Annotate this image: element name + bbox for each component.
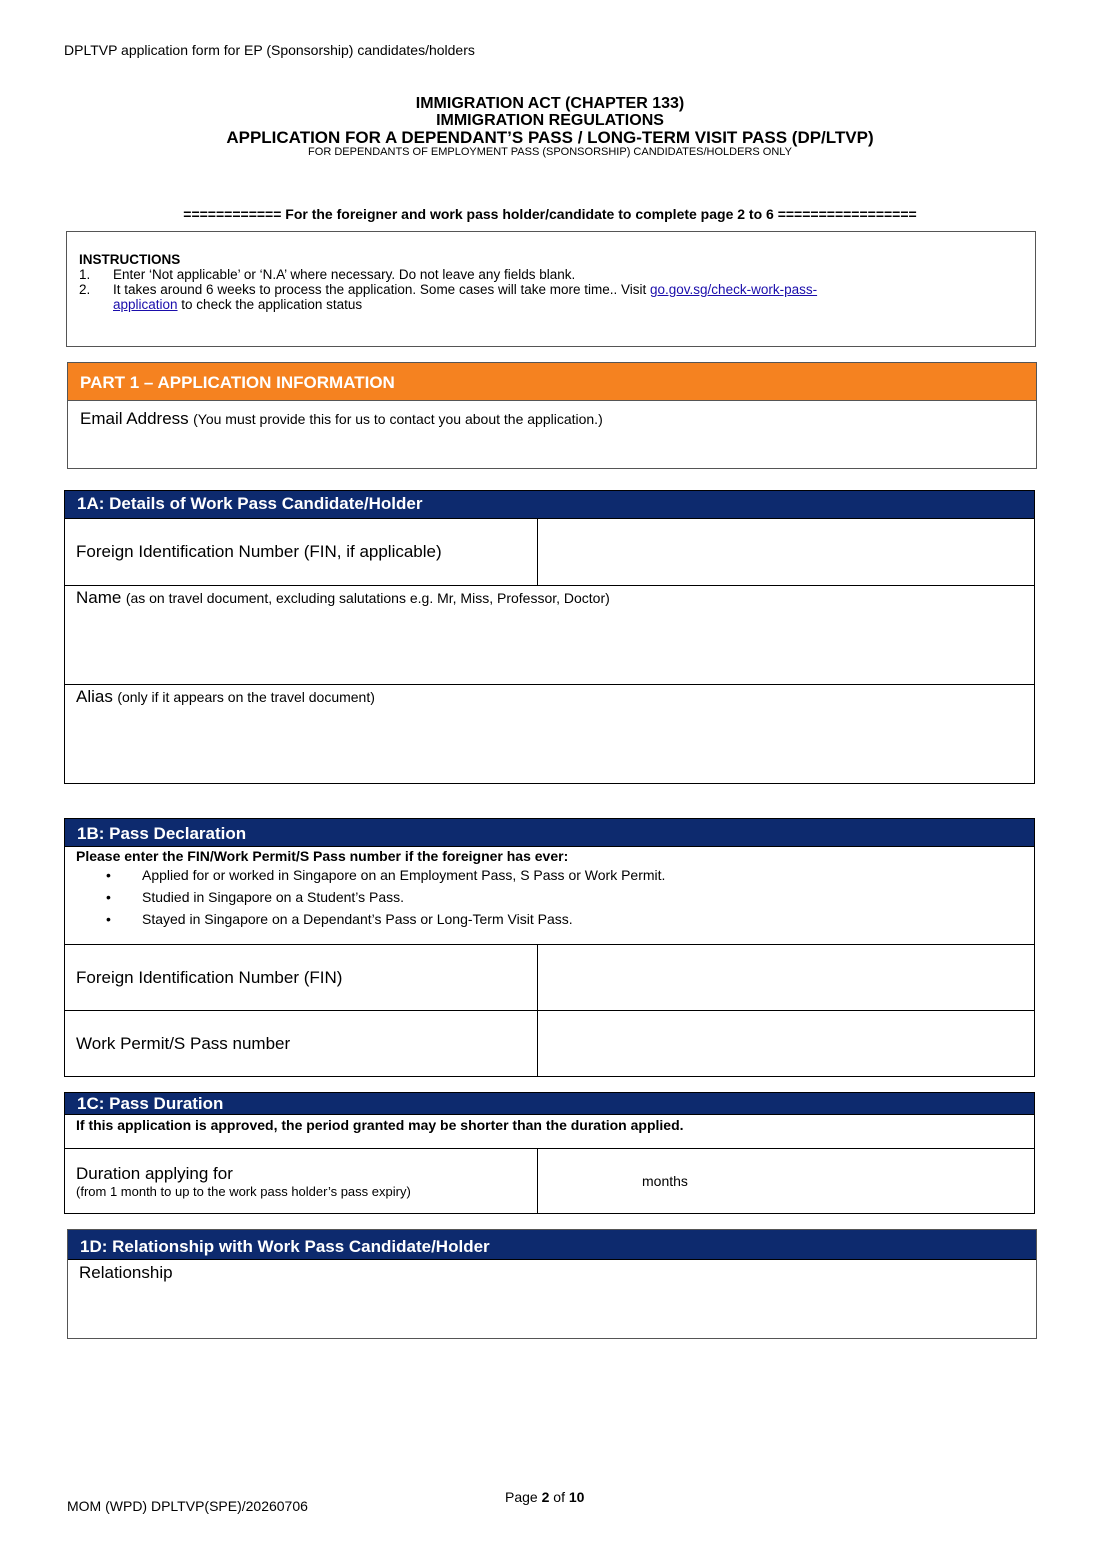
- email-address-field[interactable]: [68, 401, 1036, 429]
- form-title-block: [60, 95, 1040, 158]
- instruction-text-start: It takes around 6 weeks to process the application. Some cases will take more time.. Visit: [113, 282, 651, 297]
- bullet-text: Stayed in Singapore on a Dependant’s Pass or Long-Term Visit Pass.: [142, 911, 573, 927]
- relationship-label: Relationship: [79, 1263, 173, 1282]
- page-total: 10: [568, 1489, 585, 1505]
- bullet-text: Applied for or worked in Singapore on an Employment Pass, S Pass or Work Permit.: [142, 867, 666, 883]
- bullet-icon: •: [106, 911, 111, 927]
- instruction-item: [79, 282, 1023, 312]
- section-1a-work-pass-details: [64, 490, 1035, 784]
- alias-row: [65, 685, 1034, 783]
- form-code: MOM (WPD) DPLTVP(SPE)/20260706: [67, 1498, 308, 1514]
- duration-unit: months: [642, 1173, 688, 1189]
- declaration-row: [65, 847, 1034, 945]
- section-1c-heading: 1C: Pass Duration: [65, 1093, 1034, 1115]
- section-1d-heading: 1D: Relationship with Work Pass Candidate/Holder: [68, 1230, 1036, 1260]
- work-permit-input[interactable]: [538, 1011, 1034, 1076]
- instruction-number: 2.: [79, 282, 91, 297]
- duration-input[interactable]: [538, 1149, 1034, 1213]
- duration-note-row: [65, 1115, 1034, 1149]
- fin-label-cell: [65, 519, 538, 585]
- part1-application-information: [67, 362, 1037, 469]
- work-permit-label-cell: [65, 1011, 538, 1076]
- status-check-link-cont[interactable]: application: [113, 297, 178, 312]
- instruction-item: [79, 267, 1023, 282]
- section-1a-heading: 1A: Details of Work Pass Candidate/Holder: [65, 491, 1034, 519]
- page-prefix: Page: [505, 1489, 542, 1505]
- title-regulations: IMMIGRATION REGULATIONS: [436, 112, 664, 129]
- alias-field[interactable]: [65, 685, 375, 783]
- fin-label: Foreign Identification Number (FIN, if applicable): [76, 542, 442, 561]
- work-permit-label: Work Permit/S Pass number: [76, 1033, 291, 1053]
- relationship-field[interactable]: [68, 1260, 1036, 1283]
- declaration-bullet: [76, 864, 665, 886]
- alias-label: Alias: [76, 687, 113, 706]
- status-check-link[interactable]: go.gov.sg/check-work-pass-: [650, 282, 818, 297]
- page-current: 2: [541, 1489, 550, 1505]
- page-number: [505, 1489, 584, 1505]
- duration-hint: (from 1 month to up to the work pass holder’s pass expiry): [76, 1183, 411, 1199]
- fin-row: [65, 945, 1034, 1011]
- title-subtitle: FOR DEPENDANTS OF EMPLOYMENT PASS (SPONSORSHIP) CANDIDATES/HOLDERS ONLY: [308, 146, 792, 158]
- email-address-hint: (You must provide this for us to contact you about the application.): [193, 411, 603, 427]
- running-header: DPLTVP application form for EP (Sponsorship) candidates/holders: [64, 42, 475, 58]
- declaration-bullet: [76, 886, 665, 908]
- fin-label-cell: [65, 945, 538, 1010]
- duration-row: [65, 1149, 1034, 1213]
- name-label: Name: [76, 588, 122, 607]
- instruction-text: [113, 282, 817, 312]
- email-address-label: Email Address: [80, 409, 189, 428]
- duration-label: Duration applying for: [76, 1163, 233, 1183]
- instructions-heading: INSTRUCTIONS: [79, 252, 181, 267]
- alias-hint: (only if it appears on the travel document): [117, 689, 375, 705]
- declaration-bullet: [76, 908, 665, 930]
- instructions-box: [66, 231, 1036, 347]
- name-hint: (as on travel document, excluding salutations e.g. Mr, Miss, Professor, Doctor): [125, 590, 610, 606]
- title-act: IMMIGRATION ACT (CHAPTER 133): [415, 95, 685, 112]
- declaration-intro: Please enter the FIN/Work Permit/S Pass number if the foreigner has ever:: [76, 848, 569, 864]
- fin-input[interactable]: [538, 519, 1034, 585]
- duration-label-cell: [65, 1149, 538, 1213]
- section-1b-pass-declaration: [64, 818, 1035, 1077]
- instruction-number: 1.: [79, 267, 91, 282]
- fin-label: Foreign Identification Number (FIN): [76, 967, 343, 987]
- section-1b-heading: 1B: Pass Declaration: [65, 819, 1034, 847]
- declaration-text: [65, 847, 665, 944]
- page-mid: of: [549, 1489, 569, 1505]
- section-1d-relationship: [67, 1229, 1037, 1339]
- bullet-icon: •: [106, 889, 111, 905]
- title-application: APPLICATION FOR A DEPENDANT’S PASS / LONG-TERM VISIT PASS (DP/LTVP): [226, 128, 874, 147]
- bullet-text: Studied in Singapore on a Student’s Pass.: [142, 889, 405, 905]
- section-1c-pass-duration: [64, 1092, 1035, 1214]
- name-row: [65, 586, 1034, 685]
- duration-note: If this application is approved, the period granted may be shorter than the duration applied.: [76, 1117, 684, 1133]
- completion-separator: ============ For the foreigner and work pass holder/candidate to complete page 2 to 6 =================: [183, 206, 917, 222]
- fin-input[interactable]: [538, 945, 1034, 1010]
- name-field[interactable]: [65, 586, 610, 684]
- part1-heading: PART 1 – APPLICATION INFORMATION: [68, 363, 1036, 401]
- fin-row: [65, 519, 1034, 586]
- instruction-text: Enter ‘Not applicable’ or ‘N.A’ where necessary. Do not leave any fields blank.: [113, 267, 576, 282]
- bullet-icon: •: [106, 867, 111, 883]
- instruction-text-end: to check the application status: [177, 297, 363, 312]
- work-permit-row: [65, 1011, 1034, 1076]
